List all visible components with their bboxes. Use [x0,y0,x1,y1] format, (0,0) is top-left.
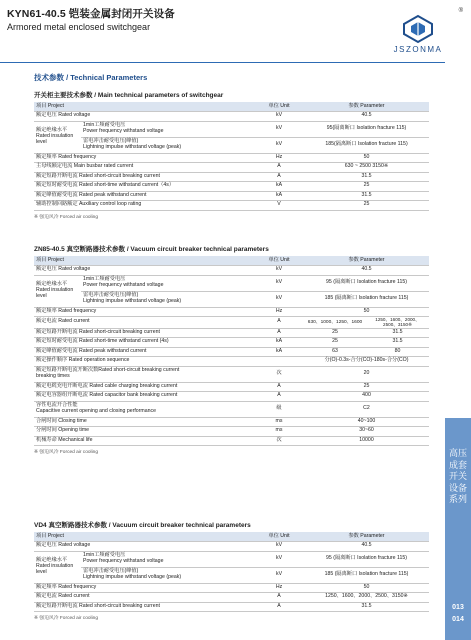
table1 [34,102,429,211]
page-title: KYN61-40.5 铠装金属封闭开关设备 [7,8,175,20]
table-row: 额定短路开断电流 Rated short-circuit breaking current A 31.5 [34,172,429,182]
table-row: 额定电缆充电开断电流 Rated cable charging breaking current A 25 [34,382,429,392]
insulation-group-label: 额定绝缘水平 Rated insulation level [34,121,81,153]
insulation-group-label: 额定绝缘水平 Rated insulation level [34,275,81,307]
table-row: 额定峰值耐受电流 Rated peak withstand current kA 63 80 [34,347,429,357]
table-row: 辅助控制回路额定 Auxiliary control loop rating V 25 [34,201,429,211]
table2 [34,256,429,446]
table-row: 额定电压 Rated voltage kV 40.5 [34,266,429,276]
registered-mark: ® [458,8,463,14]
header-project: 项目 Project [34,256,254,266]
page-subtitle: Armored metal enclosed switchgear [7,22,151,32]
table-row: 额定短时耐受电流 Rated short-time withstand current（4s） kA 25 [34,182,429,192]
table-header-row [34,102,429,112]
header-unit: 单位 Unit [254,532,304,542]
table-row: 雷电冲击耐受电压(峰值) Lightning impulse withstand voltage (peak) kV 185 (隔离断口 Isolation fracture 115) [34,291,429,307]
table-row: 额定频率 Rated frequency Hz 50 [34,153,429,163]
table-row: 额定绝缘水平 Rated insulation level 1min工频耐受电压 Power frequency withstand voltage kV 95 (隔离断口 Isolation fracture 115) [34,275,429,291]
table2-footnote: ※ 强迫风冷 Forced air cooling [34,450,98,456]
table-row: 额定短路开断电流 Rated short-circuit breaking current A 31.5 [34,602,429,612]
table-row: 额定电压 Rated voltage kV 40.5 [34,112,429,122]
logo-icon [400,14,436,44]
brand-logo [383,14,453,54]
table2-title: ZN85-40.5 真空断路器技术参数 / Vacuum circuit breaker technical parameters [34,246,269,253]
table3-block [34,520,429,621]
table-row: 额定电流 Rated current A 1250、1600、2000、2500、3150※ [34,593,429,603]
table-row: 额定频率 Rated frequency Hz 50 [34,307,429,317]
table-row: 额定绝缘水平 Rated insulation level 1min工频耐受电压 Power frequency withstand voltage kV 95(隔离断口 Isolation fracture 115) [34,121,429,137]
table2-block [34,244,429,455]
table-row: 额定电压 Rated voltage kV 40.5 [34,542,429,552]
section-title: 技术参数 / Technical Parameters [34,73,148,82]
table1-footnote: ※ 强迫风冷 Forced air cooling [34,214,98,220]
table-row: 机械寿命 Mechanical life 次 10000 [34,436,429,446]
table-row: 合闸时间 Closing time ms 40~100 [34,417,429,427]
table-row: 雷电冲击耐受电压(峰值) Lightning impulse withstand voltage (peak) kV 185(隔离断口 Isolation fracture 115) [34,137,429,153]
table-row: 额定绝缘水平 Rated insulation level 1min工频耐受电压 Power frequency withstand voltage kV 95 (隔离断口 Isolation fracture 115) [34,551,429,567]
header-project: 项目 Project [34,532,254,542]
category-label: 高压成套开关设备系列 [449,448,468,504]
table-row: 额定电容器组开断电流 Rated capacitor bank breaking current A 400 [34,392,429,402]
table-row: 额定短时耐受电流 Rated short-time withstand current (4s) kA 25 31.5 [34,338,429,348]
brand-name: JSZONMA [393,45,443,54]
table-row: 主母线额定电流 Main busbar rated current A 630 ~ 2500 3150※ [34,163,429,173]
table-header-row [34,256,429,266]
table-row: 额定电流 Rated current A 630、1000、1250、1600 1250、1600、2000、2500、3150※ [34,317,429,329]
table-row: 额定操作顺序 Rated operation sequence 分(O)-0.3s-合分(CO)-180s-合分(CO) [34,357,429,367]
table-row: 容性电流开合性能 Capacitive current opening and closing performance 级 C2 [34,401,429,417]
table-row: 分闸时间 Opening time ms 30~60 [34,427,429,437]
insulation-group-label: 额定绝缘水平 Rated insulation level [34,551,81,583]
header-parameter: 参数 Parameter [304,532,429,542]
table3 [34,532,429,612]
table-header-row [34,532,429,542]
header-project: 项目 Project [34,102,254,112]
table3-title: VD4 真空断路器技术参数 / Vacuum circuit breaker technical parameters [34,522,251,529]
table-row: 额定频率 Rated frequency Hz 50 [34,583,429,593]
table1-title: 开关柜主要技术参数 / Main technical parameters of switchgear [34,92,224,99]
table3-footnote: ※ 强迫风冷 Forced air cooling [34,616,98,621]
header-divider [0,62,445,63]
header-parameter: 参数 Parameter [304,256,429,266]
header-unit: 单位 Unit [254,102,304,112]
table1-block [34,90,429,220]
table-row: 雷电冲击耐受电压(峰值) Lightning impulse withstand voltage (peak) kV 185 (隔离断口 Isolation fracture 115) [34,567,429,583]
table-row: 额定峰值耐受电流 Rated peak withstand current kA 31.5 [34,191,429,201]
table-row: 额定短路开断电流开断次数Rated short-circuit breaking current breaking times 次 20 [34,366,429,382]
header-unit: 单位 Unit [254,256,304,266]
page-header [7,6,175,32]
page-number-left: 013 [452,604,464,611]
page-number-right: 014 [452,616,464,623]
header-parameter: 参数 Parameter [304,102,429,112]
table-row: 额定短路开断电流 Rated short-circuit breaking current A 25 31.5 [34,328,429,338]
